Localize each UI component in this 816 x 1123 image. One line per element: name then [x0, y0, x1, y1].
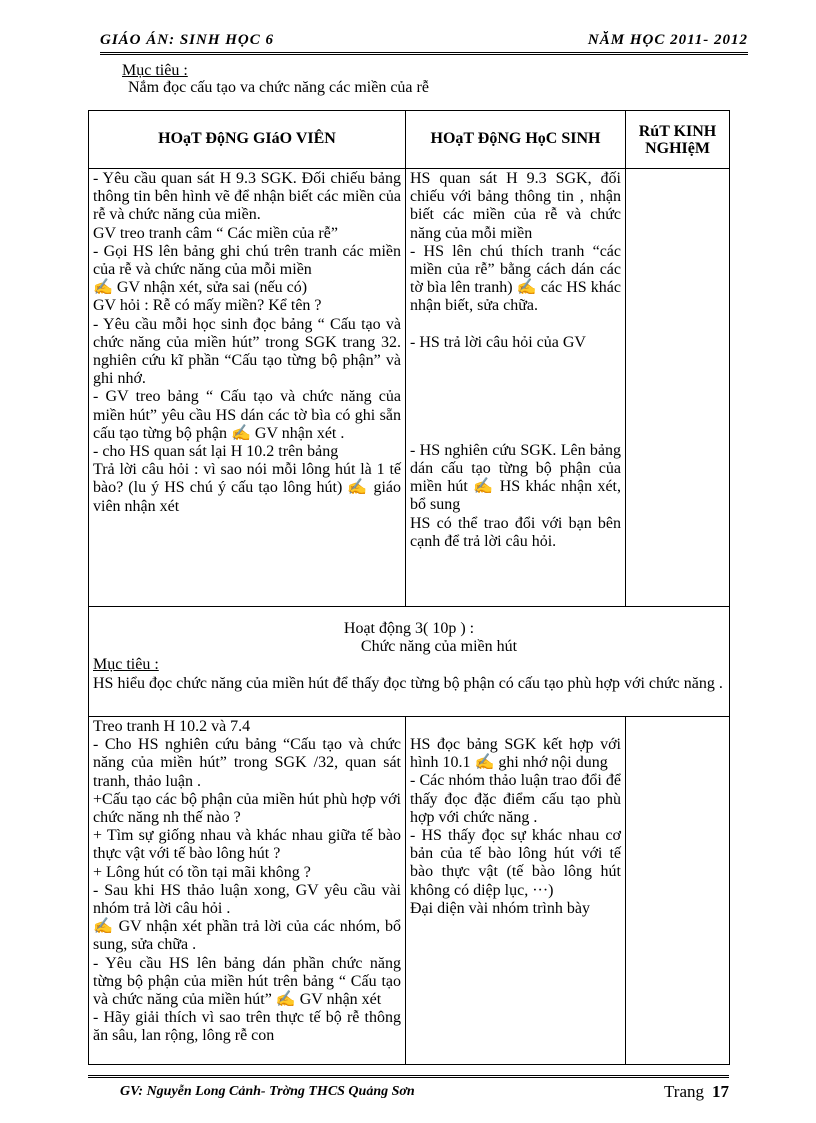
header-teacher: HOạT ĐộNG GIáO VIÊN [89, 111, 406, 169]
teacher-line: - GV treo bảng “ Cấu tạo và chức năng của miền hút” yêu cầu HS dán các tờ bìa có ghi sẵn cấu tạo từng bộ phận ✍ GV nhận xét . [93, 388, 401, 442]
teacher-line: - Gọi HS lên bảng ghi chú trên tranh các miền của rễ và chức năng của mỗi miền [93, 242, 401, 279]
student-line: - Các nhóm thảo luận trao đổi để thấy đọc đặc điểm cấu tạo phù hợp với chức năng . [410, 772, 621, 826]
student-cell [406, 169, 626, 607]
student-line: HS quan sát H 9.3 SGK, đối chiếu với bảng thông tin , nhận biết các miền của rễ và chức năng của mỗi miền [410, 170, 621, 242]
table-row [89, 717, 730, 1065]
rut-cell [626, 717, 730, 1065]
teacher-line: GV hỏi : Rễ có mấy miền? Kể tên ? [93, 297, 322, 315]
teacher-line: - Hãy giải thích vì sao trên thực tế bộ rễ thông ăn sâu, lan rộng, lông rễ con [93, 1009, 401, 1045]
lesson-table [88, 110, 730, 1065]
table-header-row [89, 111, 730, 169]
student-line: - HS lên chú thích tranh “các miền của rễ” bằng cách dán các tờ bìa lên tranh) ✍ các HS khác nhận biết, sửa chữa. [410, 242, 621, 315]
objective-text: Nắm đọc cấu tạo va chức năng các miền của rễ [128, 79, 429, 96]
teacher-cell [89, 717, 406, 1065]
teacher-line: ✍ GV nhận xét, sửa sai (nếu có) [93, 279, 308, 297]
section-title: Hoạt động 3( 10p ) : [343, 620, 475, 637]
section-objective-text: HS hiểu đọc chức năng của miền hút để thấy đọc từng bộ phận có cấu tạo phù hợp với chức năng . [93, 674, 723, 692]
teacher-line: + Tìm sự giống nhau và khác nhau giữa tế bào thực vật với tế bào lông hút ? [93, 827, 401, 863]
student-line: - HS trả lời câu hỏi của GV [410, 333, 586, 351]
teacher-line: - Yêu cầu quan sát H 9.3 SGK. Đối chiếu bảng thông tin bên hình vẽ để nhận biết các miền của rễ và chức năng của miền. [93, 170, 401, 224]
teacher-line: ✍ GV nhận xét phần trả lời của các nhóm, bổ sung, sửa chữa . [93, 918, 401, 954]
section-cell [89, 607, 730, 717]
page-header [100, 30, 748, 55]
section-row [89, 607, 730, 717]
teacher-line: - Yêu cầu mỗi học sinh đọc bảng “ Cấu tạo và chức năng của miền hút” trong SGK trang 32. nghiên cứu kĩ phần “Cấu tạo từng bộ phận” và ghi nhớ. [93, 315, 401, 388]
page-number [664, 1082, 729, 1102]
page-number-value: 17 [712, 1082, 729, 1101]
header-student: HOạT ĐộNG HọC SINH [406, 111, 626, 169]
student-line: HS đọc bảng SGK kết hợp với hình 10.1 ✍ ghi nhớ nội dung [410, 736, 621, 772]
teacher-line: + Lông hút có tồn tại mãi không ? [93, 863, 311, 881]
header-right: NĂM HỌC 2011- 2012 [587, 32, 748, 48]
footer-author: GV: Nguyễn Long Cảnh- Trờng THCS Quảng Sơn [120, 1084, 415, 1099]
teacher-cell [89, 169, 406, 607]
teacher-line: +Cấu tạo các bộ phận của miền hút phù hợp với chức năng nh thế nào ? [93, 790, 401, 827]
teacher-line: - Cho HS nghiên cứu bảng “Cấu tạo và chức năng của miền hút” trong SGK /32, quan sát tranh, thảo luận . [93, 736, 401, 790]
teacher-line: - Yêu cầu HS lên bảng dán phần chức năng từng bộ phận của miền hút trên bảng “ Cấu tạo và chức năng của miền hút” ✍ GV nhận xét [93, 954, 401, 1009]
page-footer [88, 1075, 729, 1101]
table-row [89, 169, 730, 607]
teacher-line: - cho HS quan sát lại H 10.2 trên bảng [93, 443, 339, 461]
header-rut: RúT KINH NGHIệM [626, 111, 730, 169]
student-line: - HS thấy đọc sự khác nhau cơ bản của tế bào lông hút với tế bào thực vật (tế bào lông hút không có diệp lục, ···) [410, 827, 621, 899]
teacher-line: Treo tranh H 10.2 và 7.4 [93, 718, 251, 735]
student-line: - HS nghiên cứu SGK. Lên bảng dán cấu tạo từng bộ phận của miền hút ✍ HS khác nhận xét, bổ sung [410, 441, 621, 514]
section-objective-label: Mục tiêu : [93, 656, 159, 674]
objective-label: Mục tiêu : [122, 62, 188, 79]
page-label: Trang [664, 1082, 704, 1101]
student-line: Đại diện vài nhóm trình bày [410, 899, 590, 917]
rut-cell [626, 169, 730, 607]
teacher-line: GV treo tranh câm “ Các miền của rễ” [93, 224, 338, 242]
section-subtitle: Chức năng của miền hút [360, 638, 518, 656]
teacher-line: - Sau khi HS thảo luận xong, GV yêu cầu vài nhóm trả lời câu hỏi . [93, 881, 401, 918]
objective [122, 62, 429, 96]
student-cell [406, 717, 626, 1065]
header-left: GIÁO ÁN: SINH HỌC 6 [100, 32, 275, 48]
student-line: HS có thể trao đổi với bạn bên cạnh để trả lời câu hỏi. [410, 514, 621, 550]
teacher-line: Trả lời câu hỏi : vì sao nói mỗi lông hút là 1 tế bào? (lu ý HS chú ý cấu tạo lông hút) ✍ giáo viên nhận xét [93, 461, 401, 515]
